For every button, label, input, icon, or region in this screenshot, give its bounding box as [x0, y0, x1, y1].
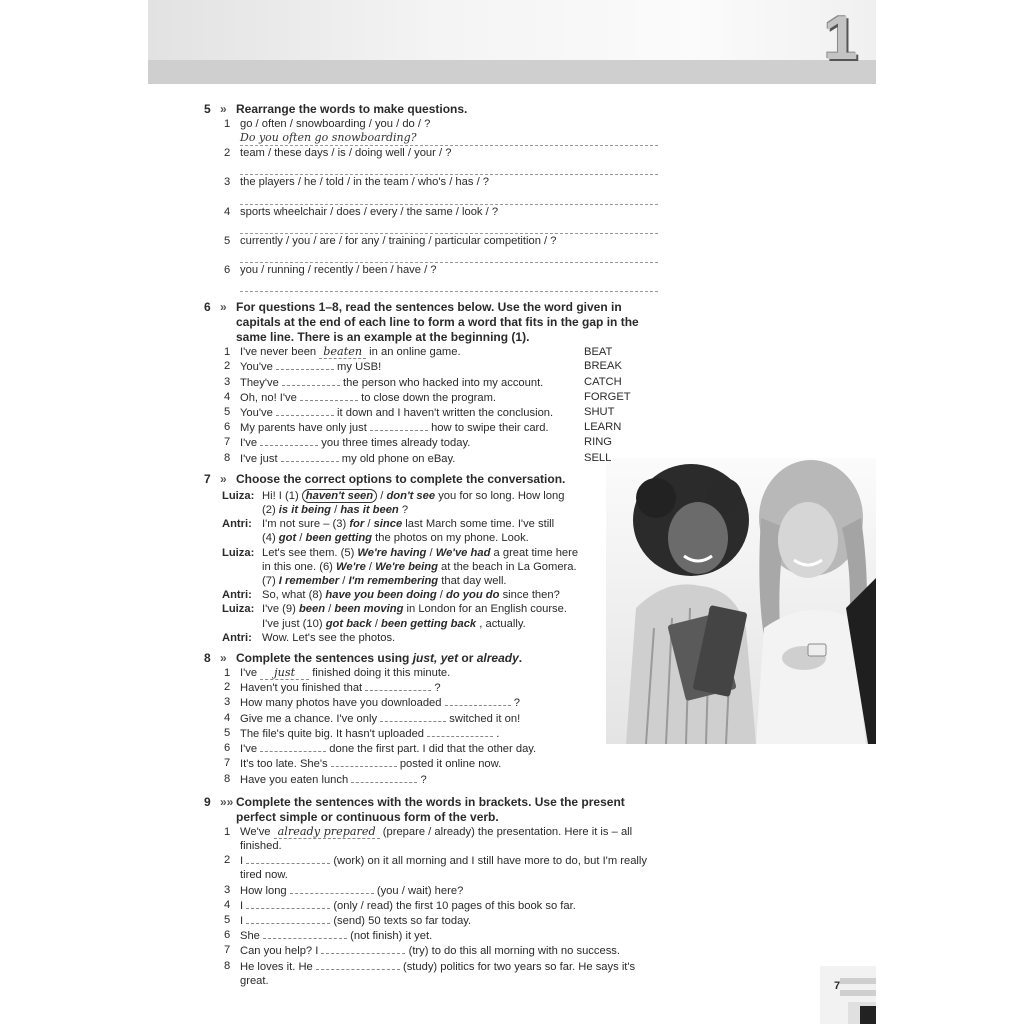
answer-line[interactable]: Do you often go snowboarding? [240, 131, 658, 146]
list-item [224, 913, 664, 928]
exercise-9 [204, 795, 664, 988]
list-item [224, 205, 664, 219]
answer-gap[interactable] [331, 756, 397, 767]
speaker-name: Luiza: [222, 546, 255, 559]
option-a[interactable]: got [278, 532, 297, 545]
list-item [224, 898, 664, 913]
speaker-name [222, 574, 262, 588]
speaker-name: Luiza: [222, 603, 255, 616]
item-number: 5 [224, 234, 231, 247]
option-a[interactable]: I remember [278, 575, 340, 588]
item-number: 3 [224, 696, 231, 709]
chevron-icon: » [220, 651, 227, 666]
list-item [224, 666, 664, 680]
item-sentence: How long (you / wait) here? [240, 884, 464, 897]
exercise-6 [204, 300, 664, 466]
exercise-number: 7 [204, 471, 211, 486]
item-number: 4 [224, 711, 231, 724]
exercise-header [204, 651, 664, 666]
item-sentence: You've my USB! [240, 361, 382, 374]
item-sentence: The file's quite big. It hasn't uploaded . [240, 727, 500, 740]
dialogue-line [222, 546, 664, 560]
answer-gap[interactable] [380, 711, 446, 722]
item-sentence: I've just finished doing it this minute. [240, 666, 451, 680]
list-item [224, 117, 664, 131]
item-number: 6 [224, 421, 231, 434]
item-number: 8 [224, 959, 231, 972]
header-band [148, 60, 876, 84]
exercise-header [204, 102, 664, 117]
item-number: 1 [224, 118, 231, 130]
item-number: 3 [224, 883, 231, 896]
exercise-number: 9 [204, 794, 211, 809]
item-sentence: You've it down and I haven't written the conclusion. [240, 407, 554, 420]
item-number: 5 [224, 406, 231, 419]
item-sentence: I've done the first part. I did that the other day. [240, 743, 537, 756]
dialogue-line [222, 560, 664, 574]
exercise-header [204, 300, 664, 345]
option-b[interactable]: We're being [375, 560, 438, 573]
option-a[interactable]: We're having [357, 546, 427, 559]
answer-line[interactable] [240, 160, 658, 175]
dialogue-line [222, 503, 664, 517]
item-number: 3 [224, 176, 231, 189]
item-number: 7 [224, 944, 231, 957]
item-number: 7 [224, 757, 231, 770]
item-number: 2 [224, 854, 231, 867]
item-sentence: He loves it. He (study) politics for two years so far. He says it's great. [240, 960, 636, 987]
exercise-header [204, 472, 664, 487]
answer-gap[interactable]: already prepared [274, 825, 380, 839]
answer-gap[interactable] [365, 680, 431, 691]
dialogue-text: Hi! I (1) haven't seen / don't see you for so long. How long [262, 489, 565, 502]
answer-gap[interactable] [282, 375, 340, 386]
dialogue-text: in this one. (6) We're / We're being at the beach in La Gomera. [262, 560, 577, 573]
exercise-items [204, 825, 664, 988]
title-text: . [518, 651, 523, 666]
item-number: 2 [224, 147, 231, 160]
list-item [224, 943, 664, 958]
list-item [224, 883, 664, 898]
list-item [224, 451, 664, 466]
item-number: 4 [224, 205, 231, 218]
list-item [224, 853, 664, 882]
option-b[interactable]: been getting back [381, 617, 477, 630]
exercise-number: 6 [204, 300, 211, 315]
answer-line[interactable] [240, 219, 658, 234]
corner-logo-icon [820, 966, 876, 1024]
list-item [224, 741, 664, 756]
list-item [224, 345, 664, 359]
item-sentence: We've already prepared (prepare / already) the presentation. Here it is – all finished. [240, 824, 633, 852]
dialogue-line [222, 588, 664, 602]
list-item [224, 959, 664, 988]
item-number: 5 [224, 913, 231, 926]
dialogue-text: I've (9) been / been moving in London for an English course. [262, 603, 567, 616]
speaker-name: Antri: [222, 589, 252, 602]
answer-line[interactable] [240, 190, 658, 205]
list-item [224, 772, 664, 787]
exercise-number: 8 [204, 651, 211, 666]
speaker-name: Antri: [222, 518, 252, 531]
list-item [224, 711, 664, 726]
exercise-title [236, 651, 664, 666]
answer-gap[interactable] [246, 853, 330, 864]
answer-gap[interactable] [260, 741, 326, 752]
item-sentence: They've the person who hacked into my account. [240, 376, 544, 389]
answer-gap[interactable] [246, 913, 330, 924]
item-number: 8 [224, 451, 231, 464]
item-sentence: Give me a chance. I've only switched it on! [240, 712, 521, 725]
option-b[interactable]: don't see [386, 489, 436, 502]
dialogue-line [222, 631, 664, 645]
option-b[interactable]: do you do [446, 589, 500, 602]
speaker-name [222, 503, 262, 517]
answer-gap[interactable] [290, 883, 374, 894]
page-header [148, 0, 876, 84]
list-item [224, 756, 664, 771]
item-number: 5 [224, 726, 231, 739]
option-b[interactable]: been moving [334, 603, 404, 616]
exercise-items [204, 117, 664, 292]
item-text: team / these days / is / doing well / your / ? [240, 147, 452, 160]
page-number: 7 [834, 980, 841, 992]
exercise-title: Rearrange the words to make questions. [236, 102, 468, 116]
dialogue-line [222, 617, 664, 631]
exercise-items [204, 345, 664, 466]
option-a[interactable]: got back [325, 617, 372, 630]
exercise-title: For questions 1–8, read the sentences below. Use the word given in capitals at the end of each line to form a word that fits in the gap in the same line. There is an example at the beginning (1). [236, 300, 639, 345]
item-sentence: Have you eaten lunch ? [240, 773, 427, 786]
list-item [224, 375, 664, 390]
list-item [224, 695, 664, 710]
option-a[interactable]: We're [336, 560, 366, 573]
speaker-name [222, 560, 262, 574]
list-item [224, 825, 664, 853]
list-item [224, 405, 664, 420]
dialogue-text: (7) I remember / I'm remembering that day well. [262, 575, 507, 588]
dialogue-text: (4) got / been getting the photos on my phone. Look. [262, 532, 529, 545]
speaker-name: Antri: [222, 631, 252, 644]
item-sentence: I've never been beaten in an online game. [240, 345, 461, 359]
option-b[interactable]: been getting [305, 532, 373, 545]
item-sentence: I (send) 50 texts so far today. [240, 914, 472, 927]
item-sentence: My parents have only just how to swipe their card. [240, 422, 549, 435]
speaker-name [222, 531, 262, 545]
dialogue-text: I've just (10) got back / been getting back , actually. [262, 617, 526, 630]
capital-word: FORGET [584, 390, 631, 403]
answer-gap[interactable] [316, 959, 400, 970]
item-text: the players / he / told / in the team / who's / has / ? [240, 176, 490, 189]
answer-gap[interactable] [281, 451, 339, 462]
exercise-items [204, 666, 664, 787]
answer-gap[interactable] [246, 898, 330, 909]
option-b[interactable]: I'm remembering [348, 575, 439, 588]
title-keywords: just, yet [412, 651, 459, 666]
item-sentence: I've just my old phone on eBay. [240, 452, 456, 465]
list-item [224, 263, 664, 277]
item-number: 2 [224, 360, 231, 373]
item-sentence: I (only / read) the first 10 pages of this book so far. [240, 899, 576, 912]
item-number: 2 [224, 681, 231, 694]
exercise-8 [204, 651, 664, 787]
dialogue-line [222, 602, 664, 616]
dialogue-text: So, what (8) have you been doing / do you do since then? [262, 589, 560, 602]
title-text: Complete the sentences using [236, 651, 413, 666]
title-keyword: already [476, 651, 519, 666]
dialogue-line [222, 517, 664, 531]
list-item [224, 234, 664, 248]
option-a[interactable]: haven't seen [302, 489, 377, 503]
capital-word: LEARN [584, 421, 622, 434]
capital-word: CATCH [584, 375, 622, 388]
workbook-page [148, 0, 876, 1024]
exercises [204, 96, 664, 988]
item-number: 7 [224, 436, 231, 449]
list-item [224, 359, 664, 374]
item-number: 3 [224, 375, 231, 388]
answer-gap[interactable] [445, 695, 511, 706]
option-a[interactable]: for [349, 518, 365, 531]
option-a[interactable]: have you been doing [325, 589, 437, 602]
item-sentence: I've you three times already today. [240, 437, 471, 450]
item-sentence: How many photos have you downloaded ? [240, 697, 520, 710]
list-item [224, 420, 664, 435]
unit-number: 1 [823, 4, 858, 73]
dialogue-line [222, 574, 664, 588]
item-text: sports wheelchair / does / every / the same / look / ? [240, 205, 499, 218]
capital-word: SELL [584, 451, 612, 464]
answer-gap[interactable]: beaten [319, 345, 366, 359]
option-a[interactable]: is it being [278, 504, 331, 517]
capital-word: BEAT [584, 346, 613, 359]
option-a[interactable]: been [298, 603, 326, 616]
capital-word: SHUT [584, 406, 615, 419]
speaker-name [222, 617, 262, 631]
exercise-title: Complete the sentences with the words in brackets. Use the present perfect simple or continuous form of the verb. [236, 794, 625, 824]
list-item [224, 175, 664, 189]
capital-word: BREAK [584, 360, 622, 373]
chevron-icon: » [220, 300, 227, 315]
dialogue-line [222, 531, 664, 545]
item-sentence: I (work) on it all morning and I still have more to do, but I'm really tired now. [240, 855, 647, 882]
exercise-number: 5 [204, 102, 211, 116]
speaker-name: Luiza: [222, 489, 255, 502]
item-text: go / often / snowboarding / you / do / ? [240, 118, 431, 130]
capital-word: RING [584, 436, 612, 449]
option-b[interactable]: since [373, 518, 403, 531]
answer-gap[interactable]: just [260, 666, 309, 680]
item-sentence: Oh, no! I've to close down the program. [240, 391, 497, 404]
conversation [204, 489, 664, 645]
dialogue-line [222, 489, 664, 503]
item-sentence: Can you help? I (try) to do this all morning with no success. [240, 945, 620, 958]
answer-gap[interactable] [263, 928, 347, 939]
chevron-icon: »» [220, 794, 234, 809]
answer-gap[interactable] [351, 772, 417, 783]
list-item [224, 680, 664, 695]
answer-gap[interactable] [321, 943, 405, 954]
answer-gap[interactable] [260, 435, 318, 446]
dialogue-text: (2) is it being / has it been ? [262, 504, 409, 517]
option-b[interactable]: We've had [435, 546, 491, 559]
exercise-5 [204, 102, 664, 292]
list-item [224, 928, 664, 943]
exercise-7 [204, 472, 664, 645]
item-number: 1 [224, 825, 231, 838]
list-item [224, 435, 664, 450]
item-number: 6 [224, 742, 231, 755]
dialogue-text: I'm not sure – (3) for / since last March some time. I've still [262, 518, 555, 531]
answer-gap[interactable] [427, 726, 493, 737]
dialogue-text: Wow. Let's see the photos. [262, 631, 396, 644]
option-b[interactable]: has it been [340, 504, 399, 517]
answer-line[interactable] [240, 277, 658, 292]
item-text: you / running / recently / been / have / ? [240, 264, 437, 277]
item-sentence: Haven't you finished that ? [240, 682, 441, 695]
item-number: 4 [224, 390, 231, 403]
exercise-title: Choose the correct options to complete the conversation. [236, 471, 566, 486]
item-sentence: She (not finish) it yet. [240, 930, 433, 943]
list-item [224, 726, 664, 741]
title-text: or [458, 651, 477, 666]
answer-gap[interactable] [276, 405, 334, 416]
chevron-icon: » [220, 102, 227, 116]
item-text: currently / you / are / for any / training / particular competition / ? [240, 234, 557, 247]
item-number: 8 [224, 772, 231, 785]
footer-tab [820, 966, 876, 1024]
item-number: 6 [224, 264, 231, 277]
chevron-icon: » [220, 471, 227, 486]
item-number: 4 [224, 898, 231, 911]
item-number: 1 [224, 667, 231, 680]
item-sentence: It's too late. She's posted it online now. [240, 758, 502, 771]
answer-line[interactable] [240, 248, 658, 263]
list-item [224, 390, 664, 405]
dialogue-text: Let's see them. (5) We're having / We've had a great time here [262, 546, 579, 559]
item-number: 6 [224, 929, 231, 942]
exercise-header [204, 795, 664, 825]
answer-gap[interactable] [300, 390, 358, 401]
list-item [224, 146, 664, 160]
item-number: 1 [224, 346, 231, 359]
answer-gap[interactable] [370, 420, 428, 431]
answer-gap[interactable] [276, 359, 334, 370]
